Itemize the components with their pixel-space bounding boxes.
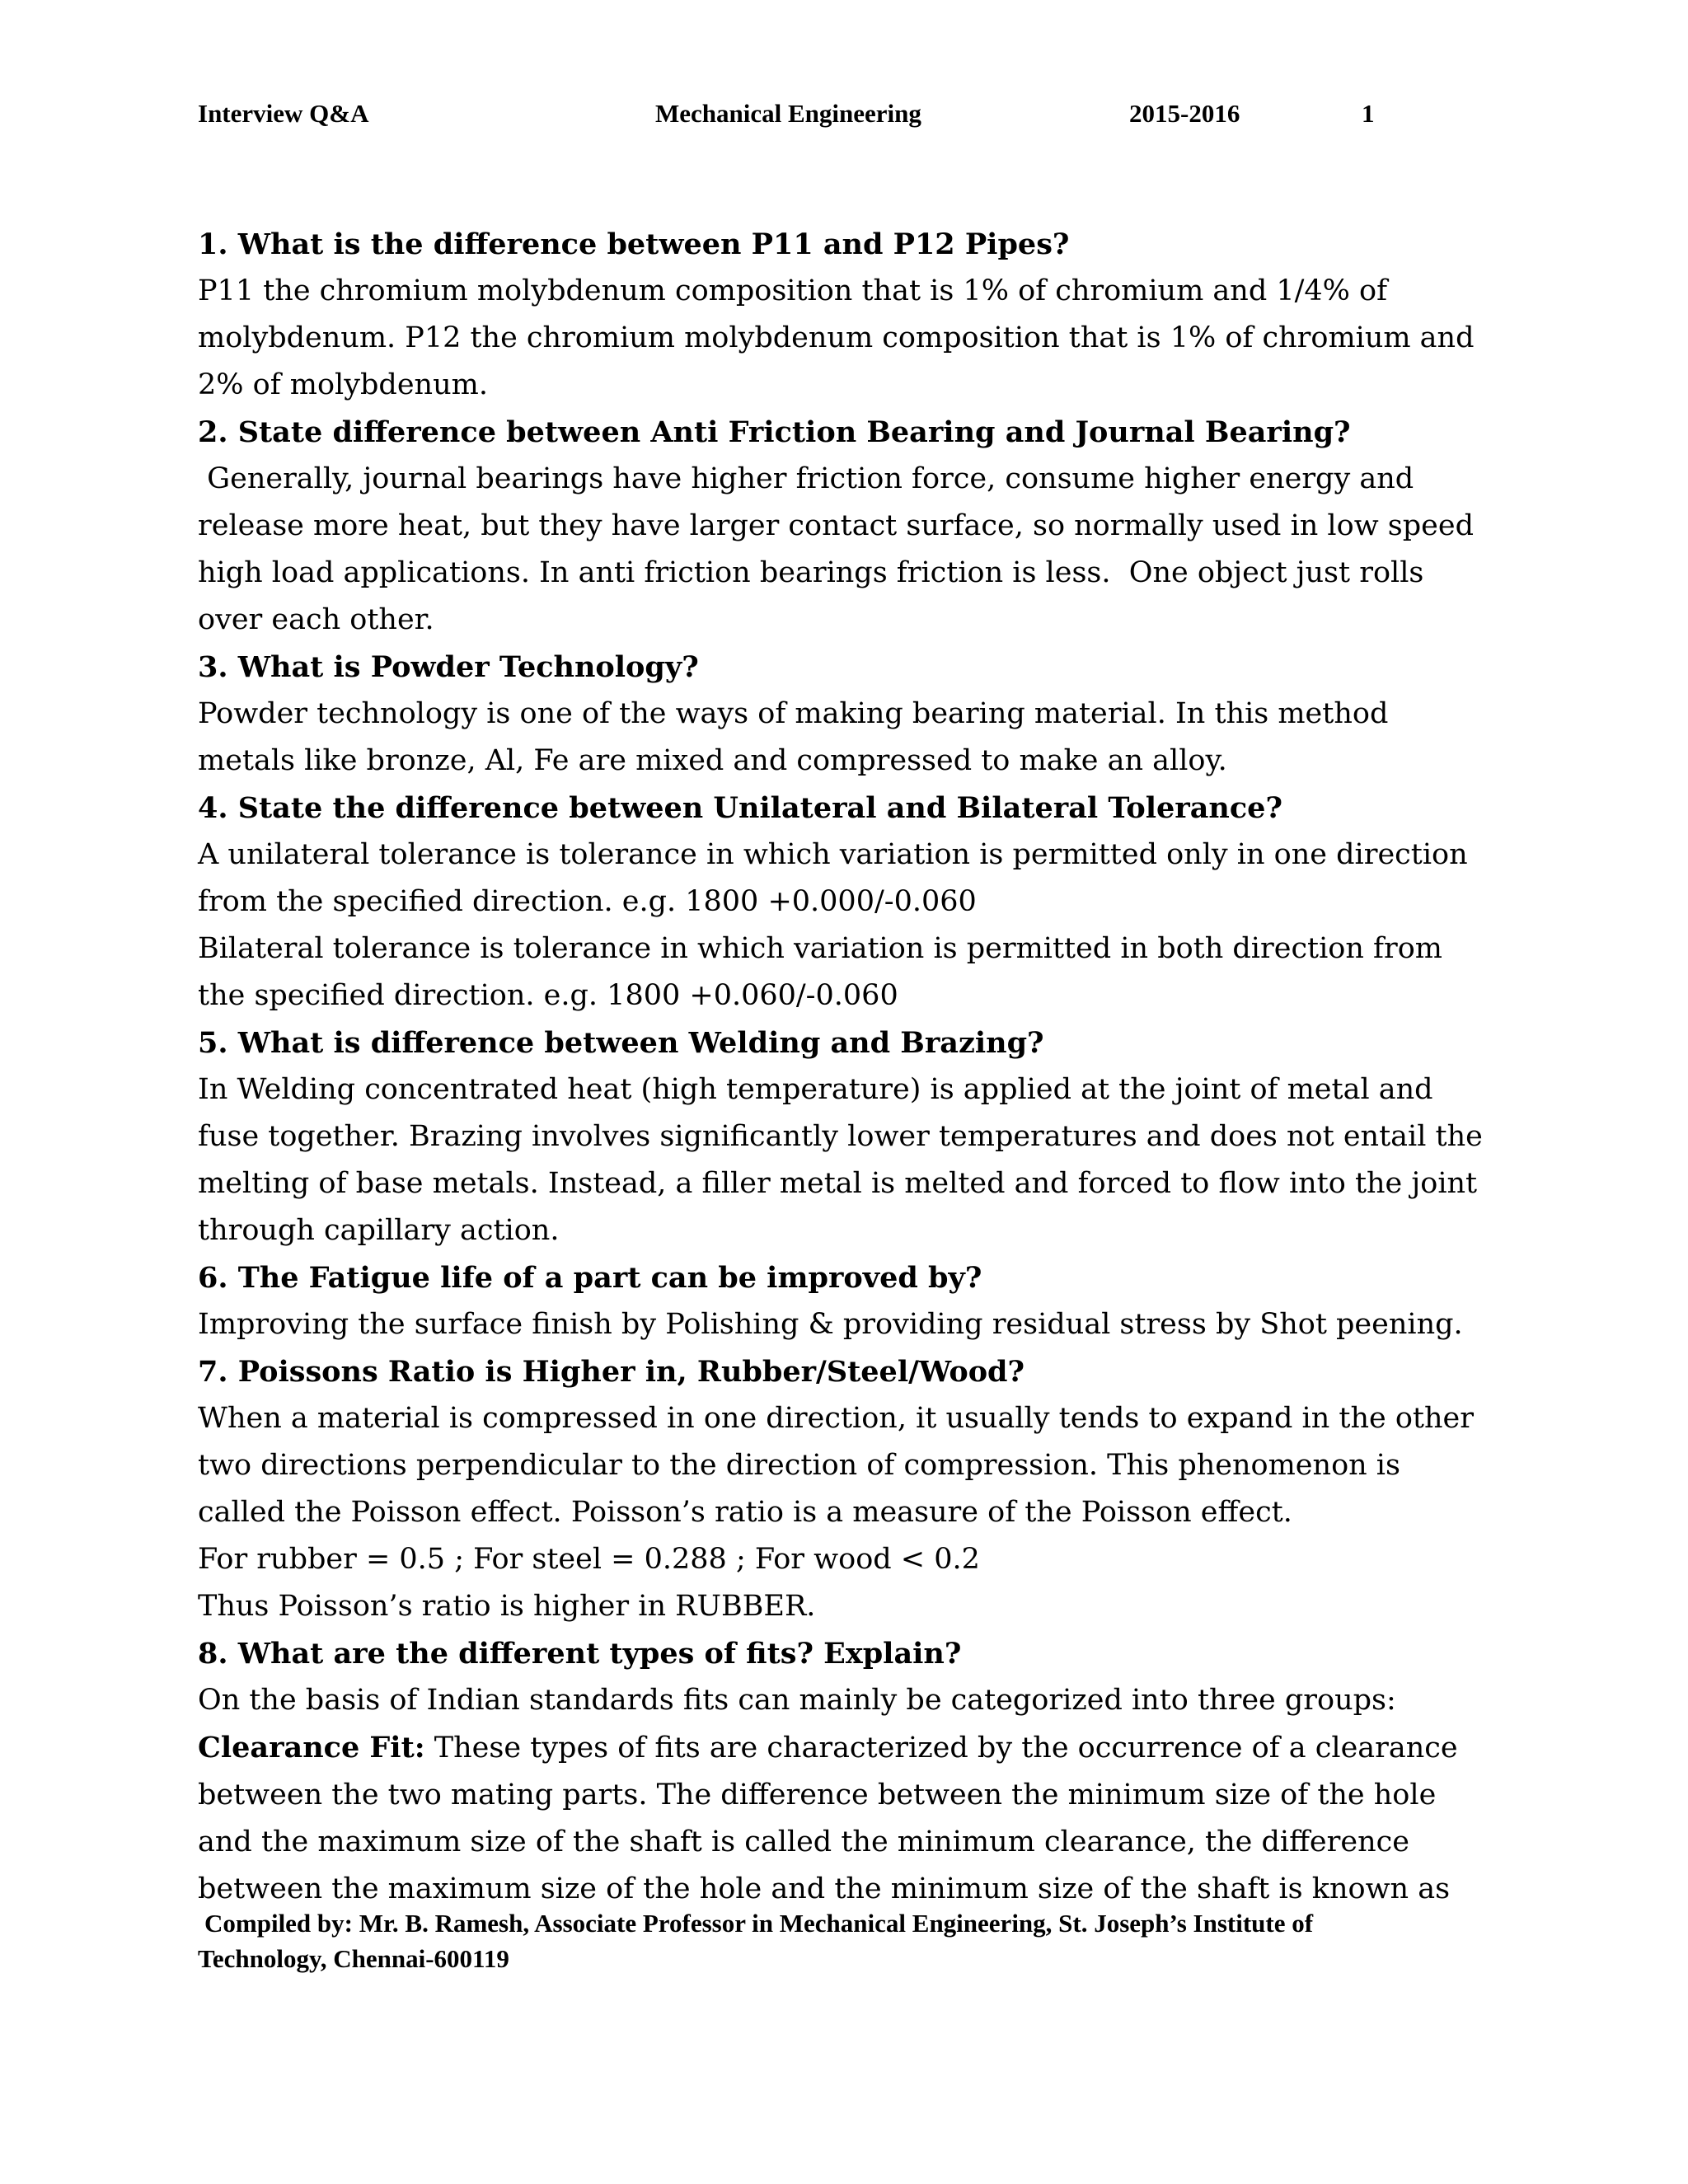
answer-7-conclusion: Thus Poisson’s ratio is higher in RUBBER.: [198, 1590, 816, 1623]
answer-5: In Welding concentrated heat (high temperature) is applied at the joint of metal and fuse together. Brazing involves significantly lower temperatures and does not entail the melting of base metals. Instead, a filler metal is melted and forced to flow into the joint through capillary action.: [198, 1073, 1483, 1247]
answer-3: Powder technology is one of the ways of making bearing material. In this method metals like bronze, Al, Fe are mixed and compressed to make an alloy.: [198, 697, 1389, 777]
answer-8-intro: On the basis of Indian standards fits can mainly be categorized into three groups:: [198, 1684, 1396, 1717]
term-clearance-fit: Clearance Fit:: [198, 1731, 425, 1765]
question-7: 7. Poissons Ratio is Higher in, Rubber/Steel/Wood?: [198, 1355, 1025, 1389]
answer-1: P11 the chromium molybdenum composition that is 1% of chromium and 1/4% of molybdenum. P12 the chromium molybdenum composition that is 1% of chromium and 2% of molybdenum.: [198, 274, 1475, 401]
header-subject: Mechanical Engineering: [655, 99, 921, 128]
question-3: 3. What is Powder Technology?: [198, 650, 699, 684]
qa-content: [198, 221, 1492, 1913]
question-2: 2. State difference between Anti Friction Bearing and Journal Bearing?: [198, 415, 1351, 449]
page-footer: [198, 1905, 1492, 1976]
footer-compiled-by: Compiled by: Mr. B. Ramesh, Associate Professor in Mechanical Engineering, St. Joseph’s Institute of: [204, 1909, 1314, 1938]
page-header: [0, 99, 1688, 135]
answer-6: Improving the surface finish by Polishing & providing residual stress by Shot peening.: [198, 1308, 1463, 1341]
question-6: 6. The Fatigue life of a part can be improved by?: [198, 1261, 982, 1295]
footer-institution: Technology, Chennai-600119: [198, 1944, 509, 1973]
answer-2: Generally, journal bearings have higher friction force, consume higher energy and release more heat, but they have larger contact surface, so normally used in low speed high load applications. In anti friction bearings friction is less. One object just rolls over each other.: [198, 462, 1484, 636]
question-4: 4. State the difference between Unilateral and Bilateral Tolerance?: [198, 791, 1282, 825]
answer-7-values: For rubber = 0.5 ; For steel = 0.288 ; For wood < 0.2: [198, 1543, 980, 1576]
question-8: 8. What are the different types of fits? Explain?: [198, 1637, 962, 1671]
question-1: 1. What is the difference between P11 and P12 Pipes?: [198, 227, 1070, 261]
answer-4-bilateral: Bilateral tolerance is tolerance in which variation is permitted in both direction from the specified direction. e.g. 1800 +0.060/-0.060: [198, 932, 1442, 1012]
answer-8-clearance-fit: [198, 1724, 1492, 1913]
header-academic-year: 2015-2016: [1129, 99, 1240, 128]
clearance-fit-description: These types of fits are characterized by the occurrence of a clearance between the two mating parts. The difference between the minimum size of the hole and the maximum size of the shaft is called the minimum clearance, the difference between the maximum size of the hole and the minimum size of the shaft is known as: [198, 1732, 1458, 1905]
answer-4-unilateral: A unilateral tolerance is tolerance in which variation is permitted only in one direction from the specified direction. e.g. 1800 +0.000/-0.060: [198, 838, 1468, 918]
answer-7-explanation: When a material is compressed in one direction, it usually tends to expand in the other two directions perpendicular to the direction of compression. This phenomenon is called the Poisson effect. Poisson’s ratio is a measure of the Poisson effect.: [198, 1402, 1474, 1529]
question-5: 5. What is difference between Welding and Brazing?: [198, 1026, 1044, 1060]
header-page-number: 1: [1362, 99, 1375, 128]
header-document-type: Interview Q&A: [198, 99, 369, 128]
